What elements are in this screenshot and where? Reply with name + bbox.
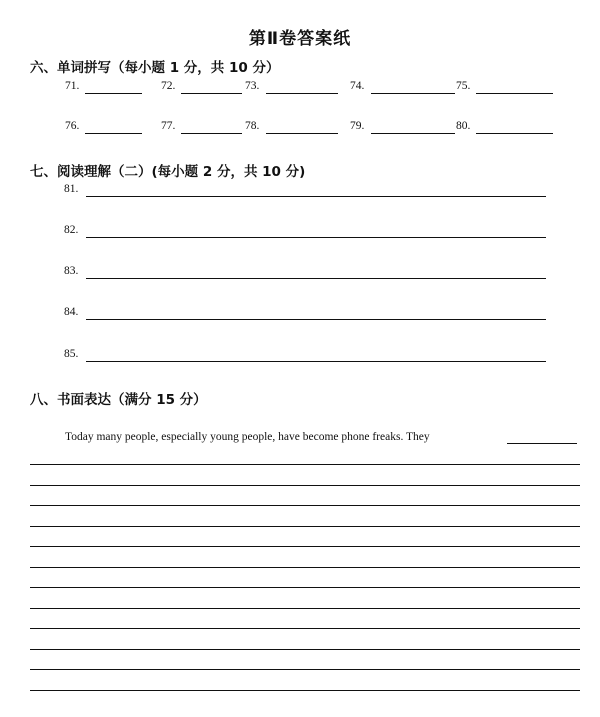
essay-line[interactable] — [30, 690, 580, 691]
answer-line-80[interactable] — [476, 133, 553, 134]
blank-74[interactable] — [350, 80, 364, 92]
answer-line-85[interactable] — [86, 361, 546, 362]
item-number: 71. — [65, 80, 80, 92]
writing-prompt: Today many people, especially young people, have become phone freaks. They — [65, 431, 430, 443]
answer-line-84[interactable] — [86, 319, 546, 320]
answer-number-83: 83. — [64, 265, 79, 277]
answer-number-81: 81. — [64, 183, 79, 195]
item-number: 73. — [245, 80, 260, 92]
essay-line[interactable] — [30, 546, 580, 547]
answer-number-85: 85. — [64, 348, 79, 360]
essay-line[interactable] — [30, 526, 580, 527]
item-number: 78. — [245, 120, 260, 132]
answer-line-83[interactable] — [86, 278, 546, 279]
item-number: 77. — [161, 120, 176, 132]
answer-line-76[interactable] — [85, 133, 142, 134]
item-number: 79. — [350, 120, 365, 132]
item-number: 76. — [65, 120, 80, 132]
page-title: 第Ⅱ卷答案纸 — [248, 29, 352, 49]
prompt-continuation-line[interactable] — [507, 443, 577, 444]
item-number: 80. — [456, 120, 471, 132]
item-number: 75. — [456, 80, 471, 92]
essay-line[interactable] — [30, 505, 580, 506]
answer-number-84: 84. — [64, 306, 79, 318]
answer-line-74[interactable] — [371, 93, 455, 94]
answer-line-77[interactable] — [181, 133, 242, 134]
essay-line[interactable] — [30, 587, 580, 588]
essay-line[interactable] — [30, 464, 580, 465]
essay-line[interactable] — [30, 669, 580, 670]
essay-line[interactable] — [30, 567, 580, 568]
answer-number-82: 82. — [64, 224, 79, 236]
essay-line[interactable] — [30, 628, 580, 629]
item-number: 72. — [161, 80, 176, 92]
essay-line[interactable] — [30, 485, 580, 486]
section-8-heading: 八、书面表达（满分 15 分） — [30, 392, 207, 408]
essay-line[interactable] — [30, 649, 580, 650]
blank-80[interactable] — [456, 120, 470, 132]
section-6-heading: 六、单词拼写（每小题 1 分，共 10 分） — [30, 60, 280, 76]
blank-71[interactable] — [65, 80, 79, 92]
answer-line-73[interactable] — [266, 93, 338, 94]
answer-line-79[interactable] — [371, 133, 455, 134]
blank-78[interactable] — [245, 120, 259, 132]
answer-line-78[interactable] — [266, 133, 338, 134]
blank-79[interactable] — [350, 120, 364, 132]
answer-line-75[interactable] — [476, 93, 553, 94]
answer-line-71[interactable] — [85, 93, 142, 94]
blank-75[interactable] — [456, 80, 470, 92]
essay-line[interactable] — [30, 608, 580, 609]
section-7-heading: 七、阅读理解（二）(每小题 2 分，共 10 分) — [30, 164, 306, 180]
blank-77[interactable] — [161, 120, 175, 132]
blank-72[interactable] — [161, 80, 175, 92]
blank-76[interactable] — [65, 120, 79, 132]
item-number: 74. — [350, 80, 365, 92]
answer-line-81[interactable] — [86, 196, 546, 197]
blank-73[interactable] — [245, 80, 259, 92]
answer-line-72[interactable] — [181, 93, 242, 94]
answer-line-82[interactable] — [86, 237, 546, 238]
